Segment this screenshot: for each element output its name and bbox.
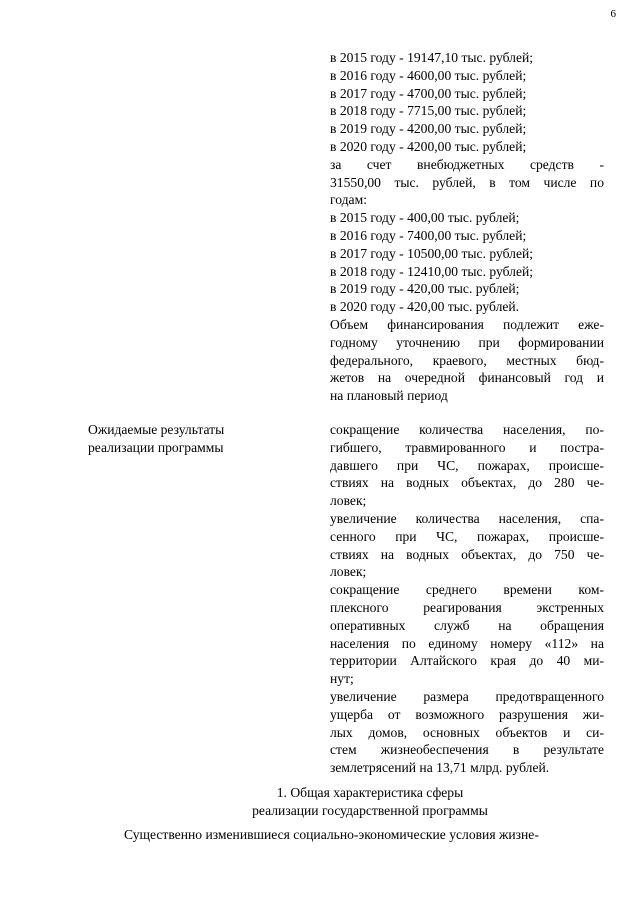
results-line: сокращение среднего времени ком-	[330, 582, 604, 598]
results-line: землетрясений на 13,71 млрд. рублей.	[330, 760, 550, 776]
financing-line: в 2020 году - 4200,00 тыс. рублей;	[330, 138, 527, 154]
results-line: ущерба от возможного разрушения жи-	[330, 706, 604, 722]
financing-line: в 2019 году - 4200,00 тыс. рублей;	[330, 121, 527, 137]
results-line: лых домов, основных объектов и си-	[330, 724, 604, 740]
financing-note-line: федерального, краевого, местных бюд-	[330, 352, 604, 368]
extrabudget-line: за счет внебюджетных средств -	[330, 156, 604, 172]
results-line: населения по единому номеру «112» на	[330, 635, 604, 651]
extrabudget-line: годам:	[330, 192, 367, 208]
body-paragraph: Существенно изменившиеся социально-экономические условия жизне-	[124, 827, 539, 842]
results-block	[330, 421, 604, 777]
results-line: нут;	[330, 671, 354, 687]
results-line: ловек;	[330, 564, 367, 580]
results-line: увеличение количества населения, спа-	[330, 510, 604, 526]
results-line: оперативных служб на обращения	[330, 617, 604, 633]
results-line: ствиях на водных объектах, до 750 че-	[330, 546, 604, 562]
results-line: ствиях на водных объектах, до 280 че-	[330, 475, 604, 491]
extrabudget-year: в 2020 году - 420,00 тыс. рублей.	[330, 299, 520, 315]
results-line: увеличение размера предотвращенного	[330, 688, 604, 704]
results-label-line: реализации программы	[88, 439, 224, 455]
results-line: гибшего, травмированного и постра-	[330, 439, 604, 455]
results-line: давшего при ЧС, пожарах, происше-	[330, 457, 604, 473]
financing-note-line: годному уточнению при формировании	[330, 334, 604, 350]
financing-block	[330, 49, 604, 405]
results-line: ловек;	[330, 493, 367, 509]
results-line: плексного реагирования экстренных	[330, 599, 604, 615]
financing-line: в 2015 году - 19147,10 тыс. рублей;	[330, 50, 534, 65]
results-line: сенного при ЧС, пожарах, происше-	[330, 528, 604, 544]
page-number: 6	[610, 8, 616, 20]
financing-note-line: на плановый период	[330, 388, 448, 404]
financing-line: в 2016 году - 4600,00 тыс. рублей;	[330, 67, 527, 83]
extrabudget-year: в 2019 году - 420,00 тыс. рублей;	[330, 281, 520, 297]
financing-line: в 2017 году - 4700,00 тыс. рублей;	[330, 85, 527, 101]
results-line: стем жизнеобеспечения в результате	[330, 742, 604, 758]
results-label	[88, 421, 308, 457]
extrabudget-year: в 2016 году - 7400,00 тыс. рублей;	[330, 227, 527, 243]
section-title	[0, 784, 640, 819]
section-title-line: 1. Общая характеристика сферы	[276, 785, 464, 800]
extrabudget-year: в 2017 году - 10500,00 тыс. рублей;	[330, 245, 534, 261]
financing-line: в 2018 году - 7715,00 тыс. рублей;	[330, 103, 527, 119]
results-line: сокращение количества населения, по-	[330, 422, 604, 437]
extrabudget-year: в 2015 году - 400,00 тыс. рублей;	[330, 210, 520, 226]
results-line: территории Алтайского края до 40 ми-	[330, 653, 604, 669]
extrabudget-line: 31550,00 тыс. рублей, в том числе по	[330, 174, 604, 190]
extrabudget-year: в 2018 году - 12410,00 тыс. рублей;	[330, 263, 534, 279]
results-label-line: Ожидаемые результаты	[88, 422, 225, 437]
section-title-line: реализации государственной программы	[252, 802, 488, 818]
financing-note-line: Объем финансирования подлежит еже-	[330, 316, 604, 332]
financing-note-line: жетов на очередной финансовый год и	[330, 370, 604, 386]
